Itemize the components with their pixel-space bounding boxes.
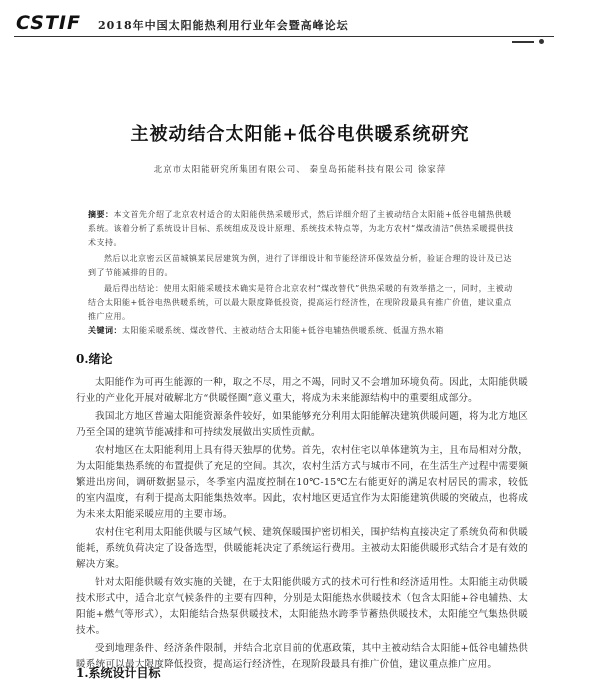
section-body-intro: [76, 375, 528, 675]
section-heading-intro: 0.绪论: [76, 352, 113, 366]
body-paragraph: 受到地理条件、经济条件限制，并结合北京目前的优惠政策，其中主被动结合太阳能+低谷电辅热供暖系统可以最大限度降低投资，提高运行经济性，在现阶段最具有推广价值，建议重点推广应用。: [76, 643, 528, 670]
body-paragraph: 太阳能作为可再生能源的一种，取之不尽，用之不竭，同时又不会增加环境负荷。因此，太阳能供暖行业的产业化开展对破解北方“供暖怪圈”意义重大，将成为未来能源结构中的重要组成部分。: [76, 377, 528, 404]
header-dash: [512, 41, 534, 43]
abstract: [88, 207, 520, 326]
keywords-text: 太阳能采暖系统、煤改替代、主被动结合太阳能+低谷电辅热供暖系统、低温方热水箱: [122, 326, 444, 335]
body-paragraph: 农村地区在太阳能利用上具有得天独厚的优势。首先，农村住宅以单体建筑为主，且布局相对分散，为太阳能集热系统的布置提供了充足的空间。其次，农村生活方式与城市不同，在生活生产过程中需要频繁进出房间，调研数据显示，冬季室内温度控制在10℃-15℃左右能更好的满足农村居民的需求，较低的室内温度，有利于提高太阳能集热效率。因此，农村地区更适宜作为太阳能建筑供暖的突破点，也将成为未来太阳能采暖应用的主要市场。: [76, 445, 528, 520]
header-rule: [14, 36, 554, 37]
abstract-label: 摘要：: [88, 209, 114, 219]
paper-authors: 北京市太阳能研究所集团有限公司、 秦皇岛拓能科技有限公司 徐家萍: [153, 165, 447, 175]
body-paragraph: 针对太阳能供暖有效实施的关键，在于太阳能供暖方式的技术可行性和经济适用性。太阳能主动供暖技术形式中，适合北京气候条件的主要有四种，分别是太阳能热水供暖技术（包含太阳能+谷电辅热、太阳能+燃气等形式），太阳能结合热泵供暖技术，太阳能热水跨季节蓄热供暖技术，太阳能空气集热供暖技术。: [76, 577, 528, 636]
section-heading-design-goals: 1.系统设计目标: [76, 666, 161, 680]
keywords: [88, 325, 520, 336]
keywords-label: 关键词：: [88, 325, 122, 335]
body-paragraph: 农村住宅利用太阳能供暖与区域气候、建筑保暖围护密切相关，围护结构直接决定了系统负荷和供暖能耗，系统负荷决定了设备选型，供暖能耗决定了系统运行费用。主被动太阳能供暖形式结合才是有效的解决方案。: [76, 527, 528, 570]
abstract-paragraph: 然后以北京密云区苗城镇某民居建筑为例，进行了详细设计和节能经济环保效益分析，验证合理的设计及已达到了节能减排的目的。: [88, 254, 512, 277]
conference-logo: CSTIF: [16, 12, 81, 34]
abstract-paragraph: 最后得出结论：使用太阳能采暖技术确实是符合北京农村“煤改替代”供热采暖的有效举措之一，同时，主被动结合太阳能+低谷电热供暖系统，可以最大限度降低投资，提高运行经济性，在现阶段最具有推广价值，建议重点推广应用。: [88, 284, 513, 321]
page-header: [0, 0, 600, 44]
header-dot: [539, 39, 544, 44]
conference-title: 2018年中国太阳能热利用行业年会暨高峰论坛: [98, 19, 349, 32]
abstract-paragraph: 摘要：本文首先介绍了北京农村适合的太阳能供热采暖形式，然后详细介绍了主被动结合太阳能+低谷电辅热供暖系统。该着分析了系统设计目标、系统组成及设计原理、系统技术特点等，为北方农村“煤改清洁”供热采暖提供技术支持。: [88, 209, 514, 247]
paper-title: 主被动结合太阳能+低谷电供暖系统研究: [130, 124, 470, 145]
body-paragraph: 我国北方地区普遍太阳能资源条件较好，如果能够充分利用太阳能解决建筑供暖问题，将为北方地区乃至全国的建筑节能减排和可持续发展做出实质性贡献。: [76, 411, 528, 438]
